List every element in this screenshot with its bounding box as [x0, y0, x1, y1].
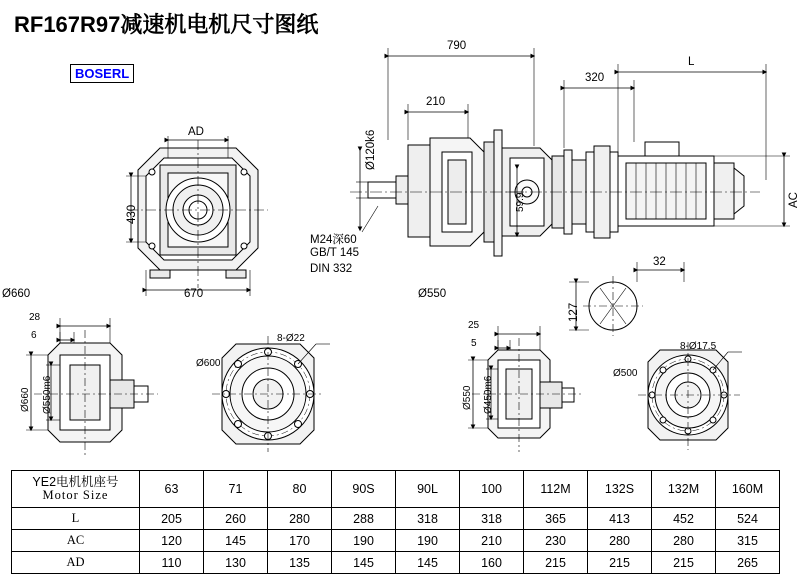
note-gbt: GB/T 145	[310, 247, 360, 259]
row-label-L: L	[12, 508, 140, 530]
cell-L-3: 288	[332, 508, 396, 530]
col-head-1: 71	[204, 471, 268, 508]
cell-AC-9: 315	[716, 530, 780, 552]
col-head-9: 160M	[716, 471, 780, 508]
brand-logo: BOSERL	[70, 64, 134, 83]
cell-AC-1: 145	[204, 530, 268, 552]
front-view-left	[126, 136, 268, 296]
cell-AD-2: 135	[268, 552, 332, 574]
cell-AC-4: 190	[396, 530, 460, 552]
table-header-row	[12, 471, 780, 508]
col-head-0: 63	[140, 471, 204, 508]
cell-AC-8: 280	[652, 530, 716, 552]
dim-320: 320	[585, 72, 605, 84]
dim-550m6: Ø550m6	[42, 375, 53, 414]
cell-AC-2: 170	[268, 530, 332, 552]
cell-L-5: 318	[460, 508, 524, 530]
cell-L-6: 365	[524, 508, 588, 530]
col-head-6: 112M	[524, 471, 588, 508]
cell-AC-0: 120	[140, 530, 204, 552]
dim-25: 25	[468, 320, 480, 331]
dim-28: 28	[29, 312, 41, 323]
cell-AC-5: 210	[460, 530, 524, 552]
cell-AD-6: 215	[524, 552, 588, 574]
page-title: RF167R97减速机电机尺寸图纸	[14, 12, 319, 37]
table-header-en: Motor Size	[42, 488, 109, 502]
cell-AD-1: 130	[204, 552, 268, 574]
cell-AD-3: 145	[332, 552, 396, 574]
col-head-2: 80	[268, 471, 332, 508]
dim-127: 127	[568, 302, 580, 322]
note-m24: M24深60	[310, 234, 357, 246]
cell-AD-4: 145	[396, 552, 460, 574]
dim-500: Ø500	[613, 368, 638, 379]
table-header-label	[12, 471, 140, 508]
col-head-3: 90S	[332, 471, 396, 508]
table-row	[12, 530, 780, 552]
motor-size-table	[11, 470, 780, 574]
cell-AD-7: 215	[588, 552, 652, 574]
table-header-cn: YE2电机机座号	[32, 474, 119, 489]
cell-AD-8: 215	[652, 552, 716, 574]
dim-AD: AD	[188, 126, 204, 138]
col-head-7: 132S	[588, 471, 652, 508]
cell-AC-3: 190	[332, 530, 396, 552]
dim-790: 790	[447, 40, 467, 52]
flange-front-view-1	[212, 336, 330, 452]
row-label-AD: AD	[12, 552, 140, 574]
cell-L-8: 452	[652, 508, 716, 530]
dim-660-top: Ø660	[2, 288, 31, 300]
dim-550-mid: Ø550	[418, 288, 447, 300]
dim-6: 6	[31, 330, 37, 341]
dim-430: 430	[126, 204, 138, 224]
dim-670: 670	[184, 288, 204, 300]
cell-L-9: 524	[716, 508, 780, 530]
dim-210: 210	[426, 96, 446, 108]
cell-AD-5: 160	[460, 552, 524, 574]
cell-L-7: 413	[588, 508, 652, 530]
cell-L-1: 260	[204, 508, 268, 530]
dim-L-top: L	[688, 56, 695, 68]
cell-AC-6: 230	[524, 530, 588, 552]
key-detail	[569, 262, 684, 336]
dim-32: 32	[653, 256, 666, 268]
dim-AC: AC	[788, 192, 800, 208]
row-label-AC: AC	[12, 530, 140, 552]
cell-L-2: 280	[268, 508, 332, 530]
cell-AC-7: 280	[588, 530, 652, 552]
note-din: DIN 332	[310, 263, 353, 275]
col-head-4: 90L	[396, 471, 460, 508]
main-side-assembly	[350, 48, 790, 256]
col-head-5: 100	[460, 471, 524, 508]
flange-front-view-2	[638, 342, 742, 450]
dim-660: Ø660	[20, 387, 31, 412]
dim-5: 5	[471, 338, 477, 349]
dim-59-9: 59.9	[515, 192, 526, 212]
dim-8x22: 8-Ø22	[277, 333, 305, 344]
cell-AD-0: 110	[140, 552, 204, 574]
dim-120k6: Ø120k6	[365, 129, 377, 170]
table-row	[12, 508, 780, 530]
dim-450m6: Ø450m6	[483, 375, 494, 414]
dim-8x17-5: 8-Ø17.5	[680, 341, 717, 352]
dim-550: Ø550	[462, 385, 473, 410]
col-head-8: 132M	[652, 471, 716, 508]
cell-L-0: 205	[140, 508, 204, 530]
cell-AD-9: 265	[716, 552, 780, 574]
cell-L-4: 318	[396, 508, 460, 530]
dim-600: Ø600	[196, 358, 221, 369]
table-row	[12, 552, 780, 574]
